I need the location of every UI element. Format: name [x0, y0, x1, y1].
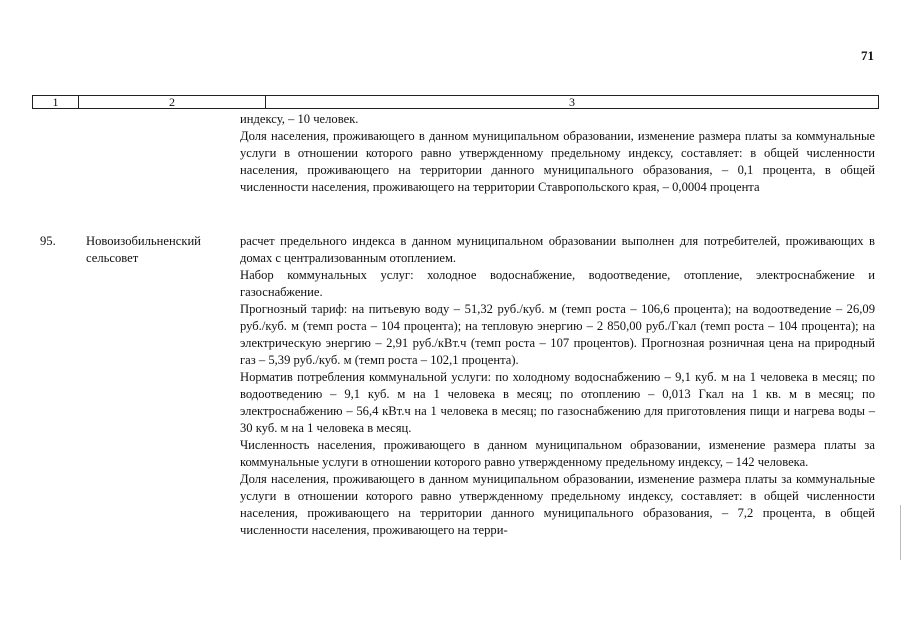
scan-edge-mark — [900, 505, 901, 560]
page-number: 71 — [861, 48, 874, 63]
row-description — [240, 233, 875, 539]
paragraph-share: Доля населения, проживающего в данном муниципальном образовании, изменение размера платы за коммунальные услуги в отношении которого равно утвержденному предельному индексу, составляет: в общей численности населения, проживающего на территории данного муниципального образования, – 7,2 процента, в общей численности населения, проживающего на терри- — [240, 472, 875, 537]
column-header-table — [32, 95, 879, 109]
column-header-3: 3 — [569, 95, 575, 109]
continued-text-block — [240, 111, 875, 196]
paragraph-population: Численность населения, проживающего в данном муниципальном образовании, изменение размера платы за коммунальные услуги в отношении которого равно утвержденному предельному индексу, – 142 человека. — [240, 438, 875, 469]
continued-line: индексу, – 10 человек. — [240, 112, 359, 126]
paragraph-norms: Норматив потребления коммунальной услуги: по холодному водоснабжению – 9,1 куб. м на 1 человека в месяц; по водоотведению – 9,1 куб. м на 1 человека в месяц; по отоплению – 0,013 Гкал на 1 кв. м в месяц; по электроснабжению – 56,4 кВт.ч на 1 человека в месяц; по газоснабжению для приготовления пищи и нагрева воды – 30 куб. м на 1 человека в месяц. — [240, 370, 875, 435]
column-header-2: 2 — [169, 95, 175, 109]
row-number: 95. — [40, 234, 56, 248]
municipality-name: Новоизобильненский сельсовет — [86, 234, 201, 265]
paragraph-scope: расчет предельного индекса в данном муниципальном образовании выполнен для потребителей, проживающих в домах с централизованным отоплением. — [240, 234, 875, 265]
paragraph-services: Набор коммунальных услуг: холодное водоснабжение, водоотведение, отопление, электроснабжение и газоснабжение. — [240, 268, 875, 299]
continued-paragraph: Доля населения, проживающего в данном муниципальном образовании, изменение размера платы за коммунальные услуги в отношении которого равно утвержденному предельному индексу, составляет: в общей численности населения, проживающего на территории данного муниципального образования, – 0,1 процента, в общей численности населения, проживающего на территории Ставропольского края, – 0,0004 процента — [240, 129, 875, 194]
paragraph-tariffs: Прогнозный тариф: на питьевую воду – 51,32 руб./куб. м (темп роста – 106,6 процента); на водоотведение – 26,09 руб./куб. м (темп роста – 104 процента); на тепловую энергию – 2 850,00 руб./Гкал (темп роста – 104 процента); на электрическую энергию – 2,91 руб./кВт.ч (темп роста – 107 процентов). Прогнозная розничная цена на природный газ – 5,39 руб./куб. м (темп роста – 102,1 процента). — [240, 302, 875, 367]
column-header-1: 1 — [52, 95, 59, 109]
